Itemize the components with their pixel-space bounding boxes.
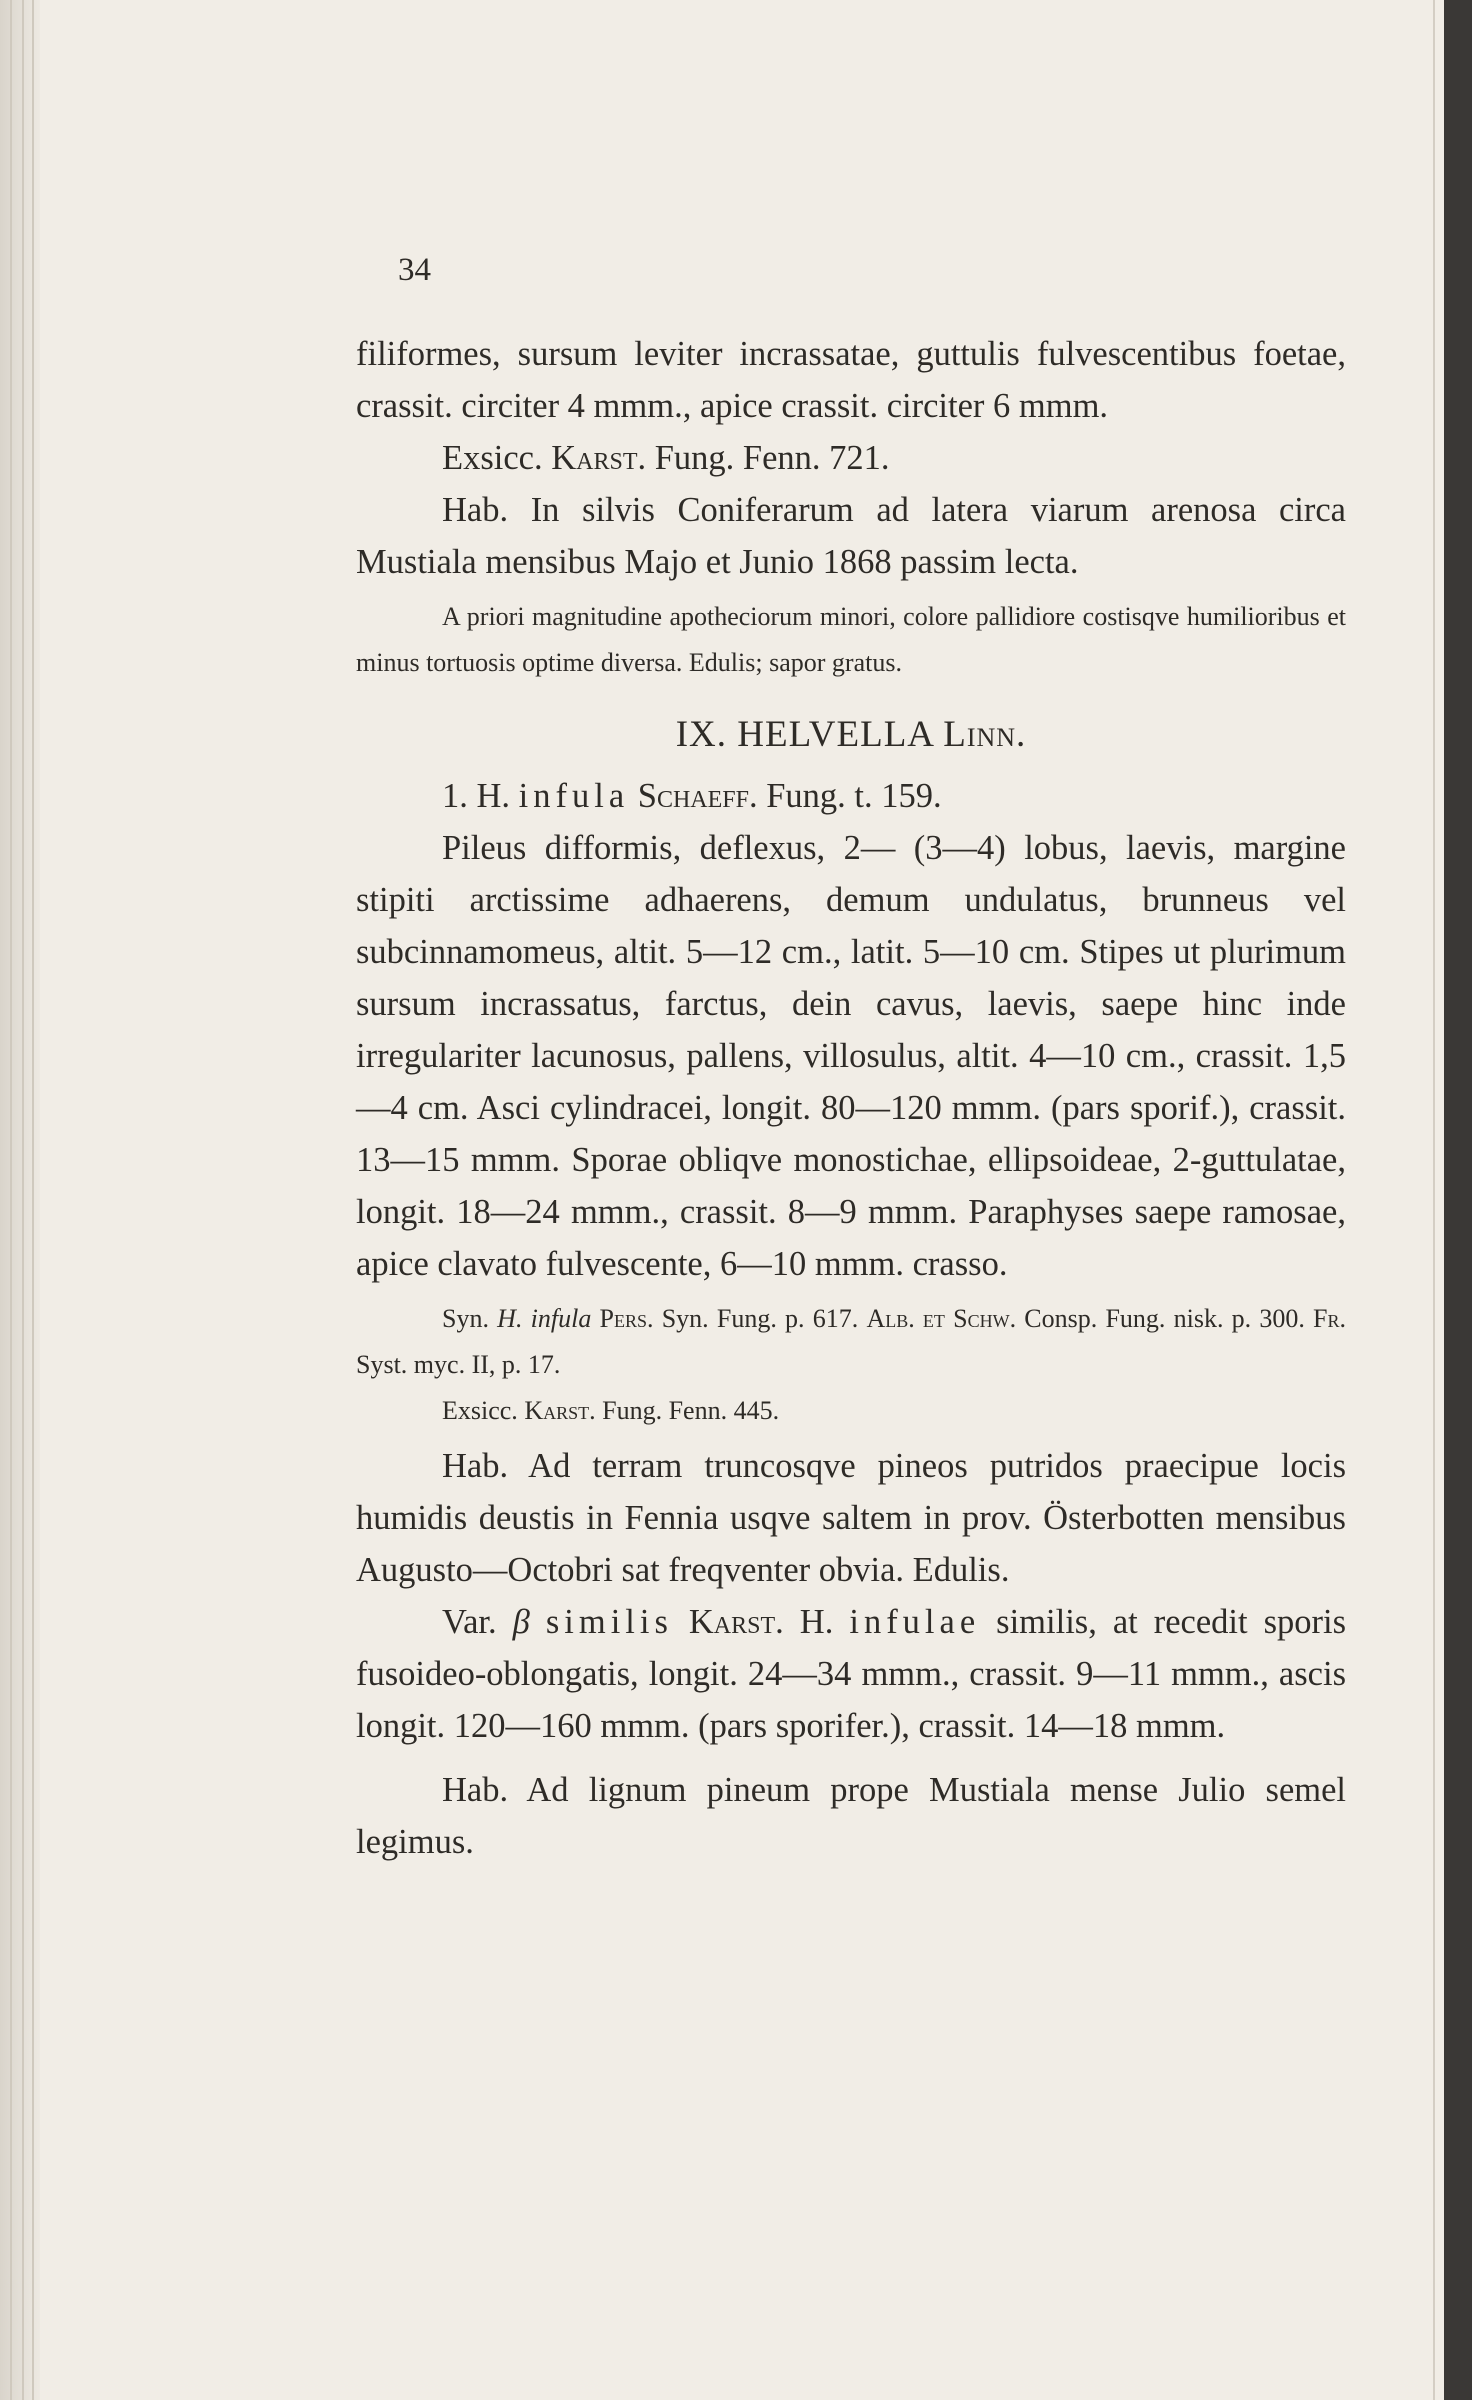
species-heading: 1. H. infula Schaeff. Fung. t. 159. [442,777,942,815]
habitat-paragraph-2: Hab. Ad terram truncosqve pineos putridos praecipue locis humidis deustis in Fennia usqve saltem in prov. Österbotten mensibus Augusto—Octobri sat freqventer obvia. Edulis. [356,1447,1346,1589]
description-paragraph: Pileus difformis, deflexus, 2— (3—4) lobus, laevis, margine stipiti arctissime adhaerens, demum undulatus, brunneus vel subcinnamomeus, altit. 5—12 cm., latit. 5—10 cm. Stipes ut plurimum sursum incrassatus, farctus, dein cavus, laevis, saepe hinc inde irregulariter lacunosus, pallens, villosulus, altit. 4—10 cm., crassit. 1,5—4 cm. Asci cylindracei, longit. 80—120 mmm. (pars sporif.), crassit. 13—15 mmm. Sporae obliqve monostichae, ellipsoideae, 2-guttulatae, longit. 18—24 mmm., crassit. 8—9 mmm. Paraphyses saepe ramosae, apice clavato fulvescente, 6—10 mmm. crasso. [356,829,1346,1283]
background-edge [1444,0,1472,2400]
page-stack-edge [0,0,40,2400]
genus-heading: IX. HELVELLA Linn. [675,714,1027,755]
variety-paragraph: Var. β similis Karst. H. infulae similis, at recedit sporis fusoideo-oblongatis, longit. 24—34 mmm., crassit. 9—11 mmm., ascis longit. 120—160 mmm. (pars sporifer.), crassit. 14—18 mmm. [356,1603,1347,1745]
exsiccata-line-2: Exsicc. Karst. Fung. Fenn. 445. [442,1396,780,1425]
page-text [356,328,1346,1868]
exsiccata-line: Exsicc. Karst. Fung. Fenn. 721. [442,439,890,477]
page-edge-line [1433,0,1435,2400]
habitat-paragraph: Hab. In silvis Coniferarum ad latera viarum arenosa circa Mustiala mensibus Majo et Junio 1868 passim lecta. [356,491,1346,581]
synonym-paragraph: Syn. H. infula Pers. Syn. Fung. p. 617. Alb. et Schw. Consp. Fung. nisk. p. 300. Fr. Syst. myc. II, p. 17. [356,1304,1347,1379]
paragraph-continuation: filiformes, sursum leviter incrassatae, guttulis fulvescentibus foetae, crassit. circiter 4 mmm., apice crassit. circiter 6 mmm. [356,335,1346,425]
note-paragraph: A priori magnitudine apotheciorum minori, colore pallidiore costisqve humilioribus et minus tortuosis optime diversa. Edulis; sapor gratus. [356,602,1346,677]
page-number: 34 [398,252,431,288]
habitat-paragraph-3: Hab. Ad lignum pineum prope Mustiala mense Julio semel legimus. [356,1771,1346,1861]
